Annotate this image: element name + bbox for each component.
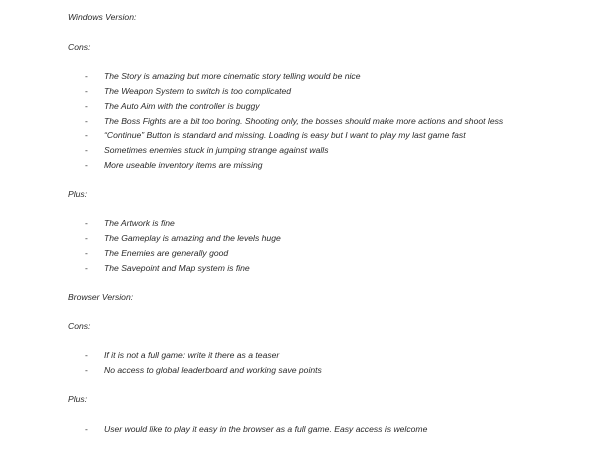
bullet-dash: - [85,233,88,243]
list-item [85,101,260,112]
list-item [85,424,427,435]
windows-version-heading: Windows Version: [68,12,137,22]
list-item [85,71,361,82]
list-item-text: The Gameplay is amazing and the levels huge [104,233,281,243]
list-item [85,263,250,274]
bullet-dash: - [85,145,88,155]
list-item [85,233,281,244]
list-item [85,116,503,127]
bullet-dash: - [85,365,88,375]
list-item-text: The Savepoint and Map system is fine [104,263,250,273]
list-item-text: “Continue” Button is standard and missing. Loading is easy but I want to play my last game fast [104,130,466,140]
bullet-dash: - [85,101,88,111]
browser-plus-label: Plus: [68,394,88,404]
list-item [85,218,175,229]
list-item [85,365,322,376]
bullet-dash: - [85,71,88,81]
list-item-text: User would like to play it easy in the browser as a full game. Easy access is welcome [104,424,428,434]
list-item [85,145,329,156]
list-item-text: The Artwork is fine [104,218,175,228]
list-item-text: The Enemies are generally good [104,248,229,258]
list-item-text: The Auto Aim with the controller is buggy [104,101,260,111]
list-item-text: Sometimes enemies stuck in jumping strange against walls [104,145,329,155]
windows-plus-label: Plus: [68,189,88,199]
bullet-dash: - [85,130,88,140]
list-item [85,130,466,141]
bullet-dash: - [85,263,88,273]
bullet-dash: - [85,350,88,360]
browser-version-heading: Browser Version: [68,292,134,302]
bullet-dash: - [85,116,88,126]
browser-cons-label: Cons: [68,321,91,331]
list-item-text: The Weapon System to switch is too complicated [104,86,292,96]
list-item [85,160,263,171]
bullet-dash: - [85,86,88,96]
list-item-text: If it is not a full game: write it there as a teaser [104,350,280,360]
list-item-text: No access to global leaderboard and working save points [104,365,322,375]
list-item [85,350,279,361]
list-item-text: The Boss Fights are a bit too boring. Shooting only, the bosses should make more actions and shoot less [104,116,504,126]
list-item [85,86,291,97]
bullet-dash: - [85,160,88,170]
bullet-dash: - [85,424,88,434]
bullet-dash: - [85,218,88,228]
list-item-text: The Story is amazing but more cinematic story telling would be nice [104,71,361,81]
list-item-text: More useable inventory items are missing [104,160,263,170]
list-item [85,248,228,259]
windows-cons-label: Cons: [68,42,91,52]
bullet-dash: - [85,248,88,258]
